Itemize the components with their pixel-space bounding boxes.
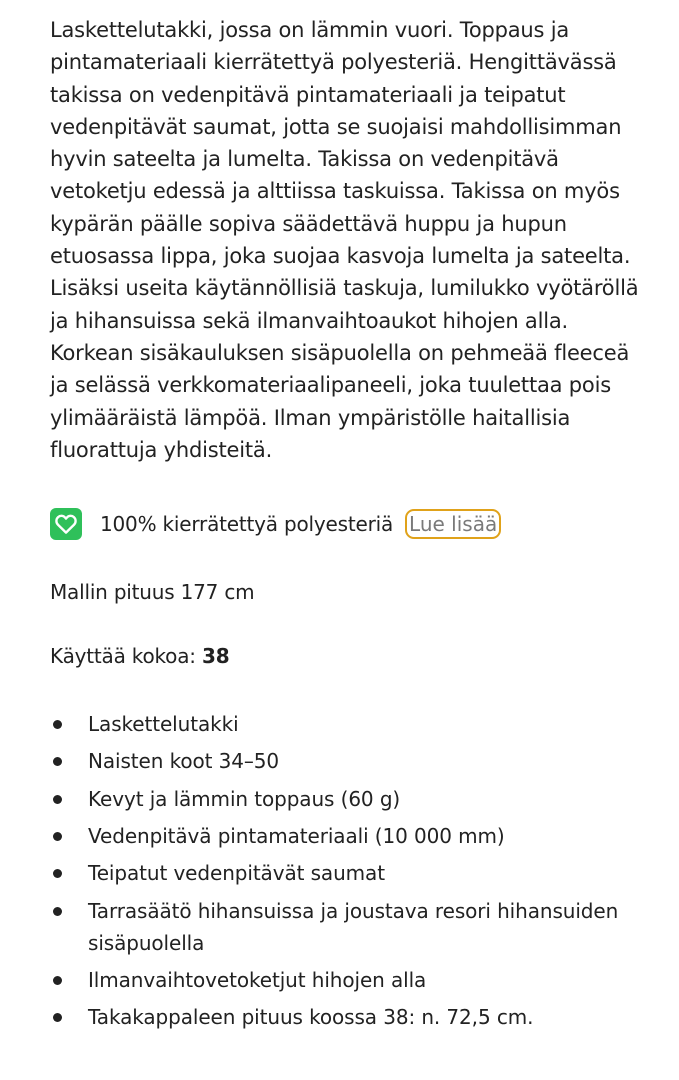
bullet-icon — [53, 976, 62, 985]
feature-text: Vedenpitävä pintamateriaali (10 000 mm) — [88, 824, 505, 849]
list-item — [50, 1001, 648, 1033]
feature-text: Laskettelutakki — [88, 712, 239, 737]
heart-icon — [50, 508, 82, 540]
feature-text: Tarrasäätö hihansuissa ja joustava resori hihansuiden sisäpuolella — [88, 898, 619, 955]
bullet-icon — [53, 720, 62, 729]
list-item — [50, 783, 648, 815]
material-info — [50, 506, 659, 542]
list-item — [50, 820, 648, 852]
feature-text: Naisten koot 34–50 — [88, 749, 280, 774]
list-item — [50, 708, 648, 740]
list-item — [50, 964, 648, 996]
read-more-link[interactable]: Lue lisää — [405, 509, 501, 539]
feature-list — [50, 708, 659, 1033]
bullet-icon — [53, 1013, 62, 1022]
feature-text: Ilmanvaihtovetoketjut hihojen alla — [88, 967, 427, 992]
product-description: Laskettelutakki, jossa on lämmin vuori. Toppaus ja pintamateriaali kierrätettyä polyesteriä. Hengittävässä takissa on vedenpitävä pintamateriaali ja teipatut vedenpitävät saumat, jotta se suojaisi mahdollisimman hyvin sateelta ja lumelta. Takissa on vedenpitävä vetoketju edessä ja alttiissa taskuissa. Takissa on myös kypärän päälle sopiva säädettävä huppu ja hupun etuosassa lippa, joka suojaa kasvoja lumelta ja sateelta. Lisäksi useita käytännöllisiä taskuja, lumilukko vyötäröllä ja hihansuissa sekä ilmanvaihtoaukot hihojen alla. Korkean sisäkauluksen sisäpuolella on pehmeää fleeceä ja selässä verkkomateriaalipaneeli, joka tuulettaa pois ylimääräistä lämpöä. Ilman ympäristölle haitallisia fluorattuja yhdisteitä. — [50, 18, 639, 462]
material-label: 100% kierrätettyä polyesteriä — [100, 512, 394, 537]
bullet-icon — [53, 832, 62, 841]
bullet-icon — [53, 907, 62, 916]
list-item — [50, 745, 648, 777]
list-item — [50, 857, 648, 889]
model-size-value: 38 — [202, 644, 230, 669]
bullet-icon — [53, 757, 62, 766]
model-size — [50, 644, 659, 668]
feature-text: Takakappaleen pituus koossa 38: n. 72,5 cm. — [88, 1005, 534, 1030]
bullet-icon — [53, 795, 62, 804]
list-item — [50, 895, 648, 959]
bullet-icon — [53, 869, 62, 878]
feature-text: Teipatut vedenpitävät saumat — [88, 861, 385, 886]
feature-text: Kevyt ja lämmin toppaus (60 g) — [88, 786, 401, 811]
model-size-label: Käyttää kokoa: — [50, 644, 196, 669]
model-height: Mallin pituus 177 cm — [50, 580, 255, 605]
